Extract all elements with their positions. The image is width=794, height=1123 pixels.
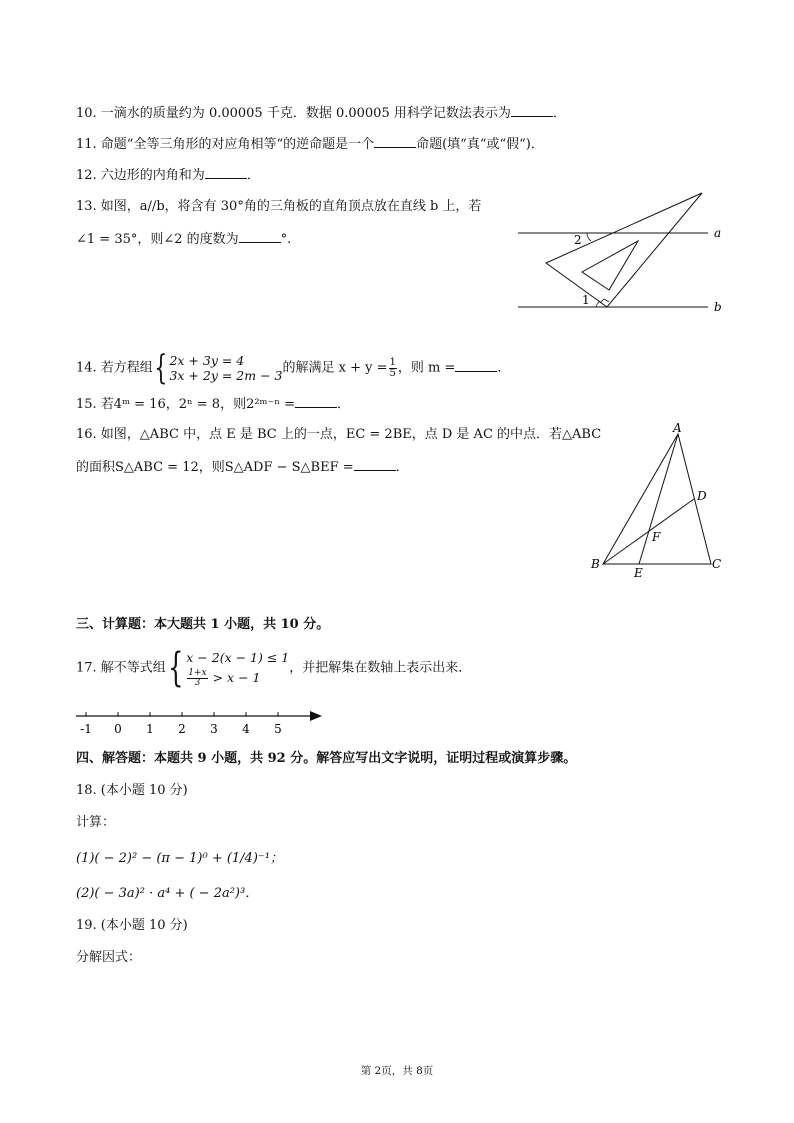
question-18-part-1: (1)( − 2)² − (π − 1)⁰ + (1/4)⁻¹； [76, 851, 283, 866]
answer-blank [374, 135, 416, 148]
fraction [187, 669, 207, 688]
label-f: F [652, 530, 661, 544]
question-10-tail: ． [552, 106, 566, 121]
answer-blank [295, 395, 337, 408]
question-18-part-2: (2)( − 3a)² · a⁴ + ( − 2a²)³． [76, 886, 259, 901]
question-10 [76, 104, 566, 123]
question-18-intro: 计算： [76, 815, 116, 830]
answer-blank [205, 166, 247, 179]
segment-ae [639, 434, 678, 564]
question-17-prefix: 17. 解不等式组 [76, 660, 166, 676]
question-14-suffix: ，则 m = [397, 360, 456, 376]
fraction-denominator: 3 [194, 678, 201, 688]
question-17-suffix: ，并把解集在数轴上表示出来． [289, 660, 472, 676]
question-11-text: 11. 命题“全等三角形的对应角相等“的逆命题是一个 [76, 137, 375, 152]
triangle-ruler-outer [546, 193, 702, 307]
label-c: C [712, 557, 722, 571]
label-angle-1: 1 [582, 293, 590, 307]
section-4-heading: 四、解答题：本题共 9 小题，共 92 分。解答应写出文字说明，证明过程或演算步骤。 [76, 751, 577, 766]
question-12 [76, 166, 260, 185]
question-16-tail: ． [395, 460, 409, 475]
question-13-text: ∠1 = 35°，则∠2 的度数为 [76, 232, 239, 247]
equation-1: 2x + 3y = 4 [169, 353, 245, 368]
label-a: a [714, 226, 722, 240]
fraction-denominator: 5 [389, 367, 396, 379]
inequality-2: > x − 1 [212, 670, 261, 685]
question-16-line-1: 16. 如图，△ABC 中，点 E 是 BC 上的一点，EC = 2BE，点 D 是 AC 的中点．若△ABC [76, 427, 602, 442]
axis-tick-label: 3 [210, 722, 218, 736]
axis-tick-label: -1 [80, 722, 92, 736]
answer-blank [354, 458, 396, 471]
inequality-system [166, 645, 290, 691]
question-14-tail: ． [497, 360, 511, 376]
question-14 [76, 348, 511, 388]
question-15 [76, 395, 350, 414]
question-12-tail: ． [246, 168, 260, 183]
question-13-tail: °. [280, 232, 292, 247]
fraction [389, 358, 397, 379]
segment-bd [603, 499, 694, 564]
axis-tick-label: 4 [242, 722, 250, 736]
answer-blank [455, 359, 497, 372]
question-13-line-2 [76, 230, 291, 249]
number-line [70, 705, 330, 737]
triangle-abc-figure [585, 420, 730, 582]
question-12-text: 12. 六边形的内角和为 [76, 168, 205, 183]
answer-blank [239, 230, 281, 243]
page-footer: 第 2页，共 8页 [360, 1065, 434, 1077]
axis-arrow [310, 711, 322, 721]
label-b: b [714, 300, 722, 314]
triangle-abc [603, 434, 711, 564]
question-11-tail: 命题(填“真“或“假“)． [416, 137, 544, 152]
brace: { [167, 645, 184, 691]
question-16-text: 的面积S△ABC = 12，则S△ADF − S△BEF = [76, 460, 354, 475]
label-e: E [634, 566, 643, 580]
question-19-intro: 分解因式： [76, 950, 142, 965]
angle-1-arc [596, 301, 600, 307]
parallel-lines-figure [510, 185, 730, 320]
triangle-ruler-inner [582, 241, 638, 290]
label-a: A [673, 421, 682, 435]
equation-2: 3x + 2y = 2m − 3 [169, 368, 283, 383]
axis-tick-label: 1 [146, 722, 154, 736]
equation-system [153, 348, 283, 388]
question-10-text: 10. 一滴水的质量约为 0.00005 千克．数据 0.00005 用科学记数法表示为 [76, 106, 511, 121]
question-14-prefix: 14. 若方程组 [76, 360, 153, 376]
question-19-heading: 19. (本小题 10 分) [76, 918, 188, 933]
question-18-heading: 18. (本小题 10 分) [76, 783, 188, 798]
question-14-mid: 的解满足 x + y = [282, 360, 388, 376]
axis-tick-label: 2 [178, 722, 186, 736]
question-16-line-2 [76, 458, 409, 477]
axis-tick-label: 5 [274, 722, 282, 736]
question-13-line-1: 13. 如图，a//b，将含有 30°角的三角板的直角顶点放在直线 b 上，若 [76, 199, 482, 214]
question-15-tail: ． [337, 397, 351, 412]
label-d: D [697, 489, 707, 503]
inequality-1: x − 2(x − 1) ≤ 1 [186, 650, 290, 665]
axis-tick-label: 0 [114, 722, 122, 736]
answer-blank [511, 104, 553, 117]
label-b: B [591, 557, 600, 571]
brace: { [154, 348, 168, 388]
section-3-heading: 三、计算题：本大题共 1 小题，共 10 分。 [76, 617, 330, 632]
question-11 [76, 135, 544, 154]
label-angle-2: 2 [574, 233, 582, 247]
question-15-text: 15. 若4ᵐ = 16，2ⁿ = 8，则2²ᵐ⁻ⁿ = [76, 397, 296, 412]
fraction-numerator: 1 [389, 356, 396, 368]
angle-2-arc [587, 233, 591, 241]
fraction-numerator: 1+x [188, 668, 207, 678]
question-17 [76, 645, 472, 691]
